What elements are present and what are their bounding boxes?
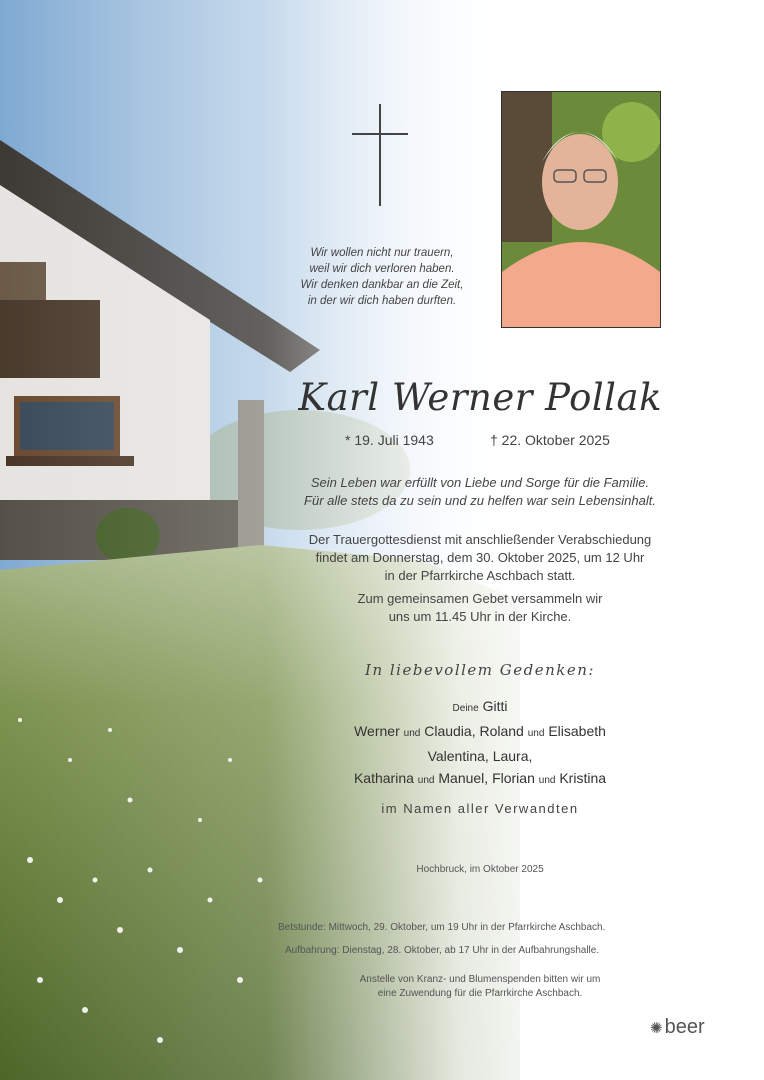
aufbahrung-note: Aufbahrung: Dienstag, 28. Oktober, ab 17 Uhr in der Aufbahrungshalle. <box>285 945 600 956</box>
place-date: Hochbruck, im Oktober 2025 <box>416 864 544 875</box>
dandelion-icon: ✺ <box>650 1020 663 1037</box>
funeral-service-info <box>270 531 690 585</box>
verse <box>262 245 502 309</box>
portrait-photo <box>501 91 661 328</box>
deceased-name: Karl Werner Pollak <box>298 376 662 419</box>
cross-icon-bar <box>352 133 408 135</box>
mourners-line: Valentina, Laura, <box>427 748 533 764</box>
death-date: † 22. Oktober 2025 <box>490 432 610 448</box>
mourners-list <box>270 695 690 792</box>
birth-date: * 19. Juli 1943 <box>345 432 434 448</box>
prayer-info <box>270 590 690 626</box>
portrait-image <box>502 92 660 327</box>
cross-icon <box>379 104 381 206</box>
verse-line: Wir denken dankbar an die Zeit, <box>300 279 464 291</box>
betstunde-note: Betstunde: Mittwoch, 29. Oktober, um 19 Uhr in der Pfarrkirche Aschbach. <box>278 922 606 933</box>
verse-line: weil wir dich verloren haben. <box>309 263 455 275</box>
donation-note <box>255 973 705 1001</box>
service-line: Der Trauergottesdienst mit anschließender Verabschiedung <box>308 532 652 547</box>
verse-line: in der wir dich haben durften. <box>307 295 457 307</box>
verse-line: Wir wollen nicht nur trauern, <box>310 247 454 259</box>
beer-logo <box>650 1016 705 1039</box>
donation-line: eine Zuwendung für die Pfarrkirche Aschbach. <box>377 988 583 999</box>
donation-line: Anstelle von Kranz- und Blumenspenden bitten wir um <box>359 974 601 985</box>
prayer-line: uns um 11.45 Uhr in der Kirche. <box>388 609 572 624</box>
service-line: in der Pfarrkirche Aschbach statt. <box>384 568 576 583</box>
life-line: Sein Leben war erfüllt von Liebe und Sorge für die Familie. <box>310 475 650 490</box>
memory-heading: In liebevollem Gedenken: <box>365 661 595 679</box>
mourners-line: Katharina und Manuel, Florian und Kristina <box>353 770 607 786</box>
service-line: findet am Donnerstag, dem 30. Oktober 2025, um 12 Uhr <box>315 550 645 565</box>
mourners-line: Werner und Claudia, Roland und Elisabeth <box>354 723 606 739</box>
prayer-line: Zum gemeinsamen Gebet versammeln wir <box>357 591 603 606</box>
logo-text: beer <box>664 1016 705 1038</box>
relatives-line: im Namen aller Verwandten <box>381 801 579 816</box>
mourners-line: Deine Gitti <box>452 698 508 714</box>
life-statement <box>270 474 690 510</box>
life-line: Für alle stets da zu sein und zu helfen war sein Lebensinhalt. <box>304 493 656 508</box>
